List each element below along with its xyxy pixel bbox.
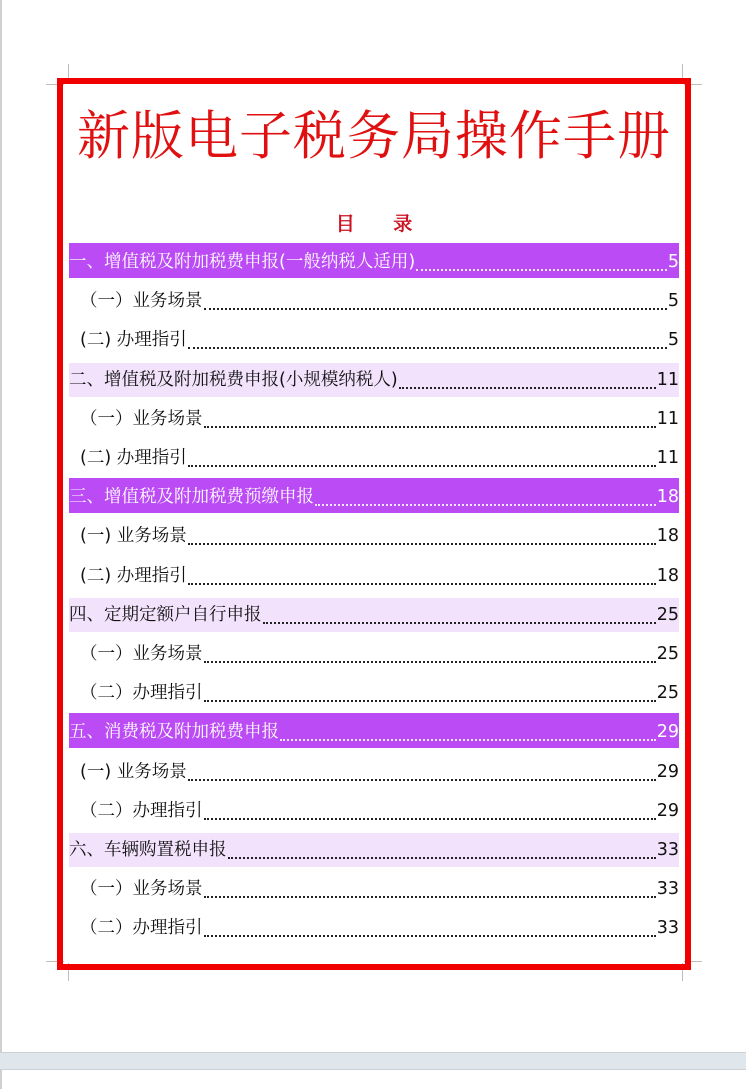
toc-page-number: 29 [656,761,679,782]
dot-leader [188,464,656,467]
toc-entry-label: （二）办理指引 [80,683,203,704]
next-page [2,1070,746,1089]
toc-section-entry[interactable] [69,517,679,556]
dot-leader [416,268,667,271]
toc-section-entry[interactable] [69,674,679,713]
toc-page-number: 11 [656,408,679,429]
toc-entry-line [69,519,679,554]
toc-section-entry[interactable] [69,752,679,791]
toc-entry-label: (二) 办理指引 [80,565,187,586]
toc-page-number: 29 [656,722,679,743]
dot-leader [188,582,656,585]
toc-entry-label: 三、增值税及附加税费预缴申报 [69,487,314,508]
toc-section-entry[interactable] [69,557,679,596]
toc-entry-label: （一）业务场景 [80,879,203,900]
toc-entry-label: （一）业务场景 [80,408,203,429]
toc-heading: 目 录 [335,213,429,235]
toc-entry-line [69,402,679,437]
toc-page-number: 5 [667,291,679,312]
toc-chapter-entry[interactable] [69,243,679,282]
table-of-contents [69,243,679,948]
dot-leader [188,346,667,349]
toc-page-number: 11 [656,369,679,390]
toc-section-entry[interactable] [69,792,679,831]
toc-entry-label: 二、增值税及附加税费申报(小规模纳税人) [69,369,398,390]
dot-leader [280,738,656,741]
toc-entry-label: 一、增值税及附加税费申报(一般纳税人适用) [69,252,416,273]
toc-page-number: 25 [656,683,679,704]
toc-page-number: 18 [656,565,679,586]
toc-section-entry[interactable] [69,439,679,478]
toc-page-number: 18 [656,526,679,547]
toc-entry-label: （一）业务场景 [80,643,203,664]
toc-entry-line [69,245,679,280]
toc-entry-label: 五、消费税及附加税费申报 [69,722,279,743]
dot-leader [228,856,656,859]
toc-section-entry[interactable] [69,321,679,360]
document-title: 新版电子税务局操作手册 [77,106,671,167]
dot-leader [315,503,656,506]
toc-page-number: 5 [667,330,679,351]
toc-section-entry[interactable] [69,400,679,439]
toc-entry-label: (二) 办理指引 [80,448,187,469]
dot-leader [204,660,656,663]
toc-page-number: 29 [656,800,679,821]
toc-chapter-entry[interactable] [69,831,679,870]
toc-entry-line [69,755,679,790]
dot-leader [204,934,656,937]
toc-chapter-entry[interactable] [69,361,679,400]
dot-leader [204,425,656,428]
toc-entry-line [69,872,679,907]
toc-entry-line [69,833,679,868]
toc-entry-label: 六、车辆购置税申报 [69,839,227,860]
toc-page-number: 33 [656,918,679,939]
toc-entry-label: 四、定期定额户自行申报 [69,604,262,625]
toc-entry-line [69,911,679,946]
toc-entry-line [69,363,679,398]
toc-entry-line [69,676,679,711]
toc-entry-line [69,559,679,594]
toc-section-entry[interactable] [69,635,679,674]
toc-entry-line [69,441,679,476]
toc-section-entry[interactable] [69,870,679,909]
toc-page-number: 33 [656,839,679,860]
toc-chapter-entry[interactable] [69,478,679,517]
toc-entry-label: （一）业务场景 [80,291,203,312]
toc-section-entry[interactable] [69,282,679,321]
toc-chapter-entry[interactable] [69,596,679,635]
toc-page-number: 5 [667,252,679,273]
toc-chapter-entry[interactable] [69,713,679,752]
toc-entry-line [69,480,679,515]
dot-leader [188,542,656,545]
toc-page-number: 33 [656,879,679,900]
toc-page-number: 11 [656,448,679,469]
toc-entry-line [69,598,679,633]
toc-page-number: 25 [656,604,679,625]
dot-leader [399,386,656,389]
toc-entry-line [69,715,679,750]
toc-entry-line [69,323,679,358]
toc-entry-line [69,284,679,319]
dot-leader [263,621,656,624]
dot-leader [204,307,667,310]
toc-entry-line [69,794,679,829]
toc-page-number: 25 [656,643,679,664]
toc-entry-label: (二) 办理指引 [80,330,187,351]
toc-entry-line [69,637,679,672]
page-separator [0,1052,746,1070]
dot-leader [204,817,656,820]
toc-page-number: 18 [656,487,679,508]
toc-entry-label: (一) 业务场景 [80,761,187,782]
dot-leader [204,895,656,898]
toc-section-entry[interactable] [69,909,679,948]
toc-entry-label: （二）办理指引 [80,918,203,939]
dot-leader [188,778,656,781]
toc-entry-label: (一) 业务场景 [80,526,187,547]
toc-entry-label: （二）办理指引 [80,800,203,821]
dot-leader [204,699,656,702]
